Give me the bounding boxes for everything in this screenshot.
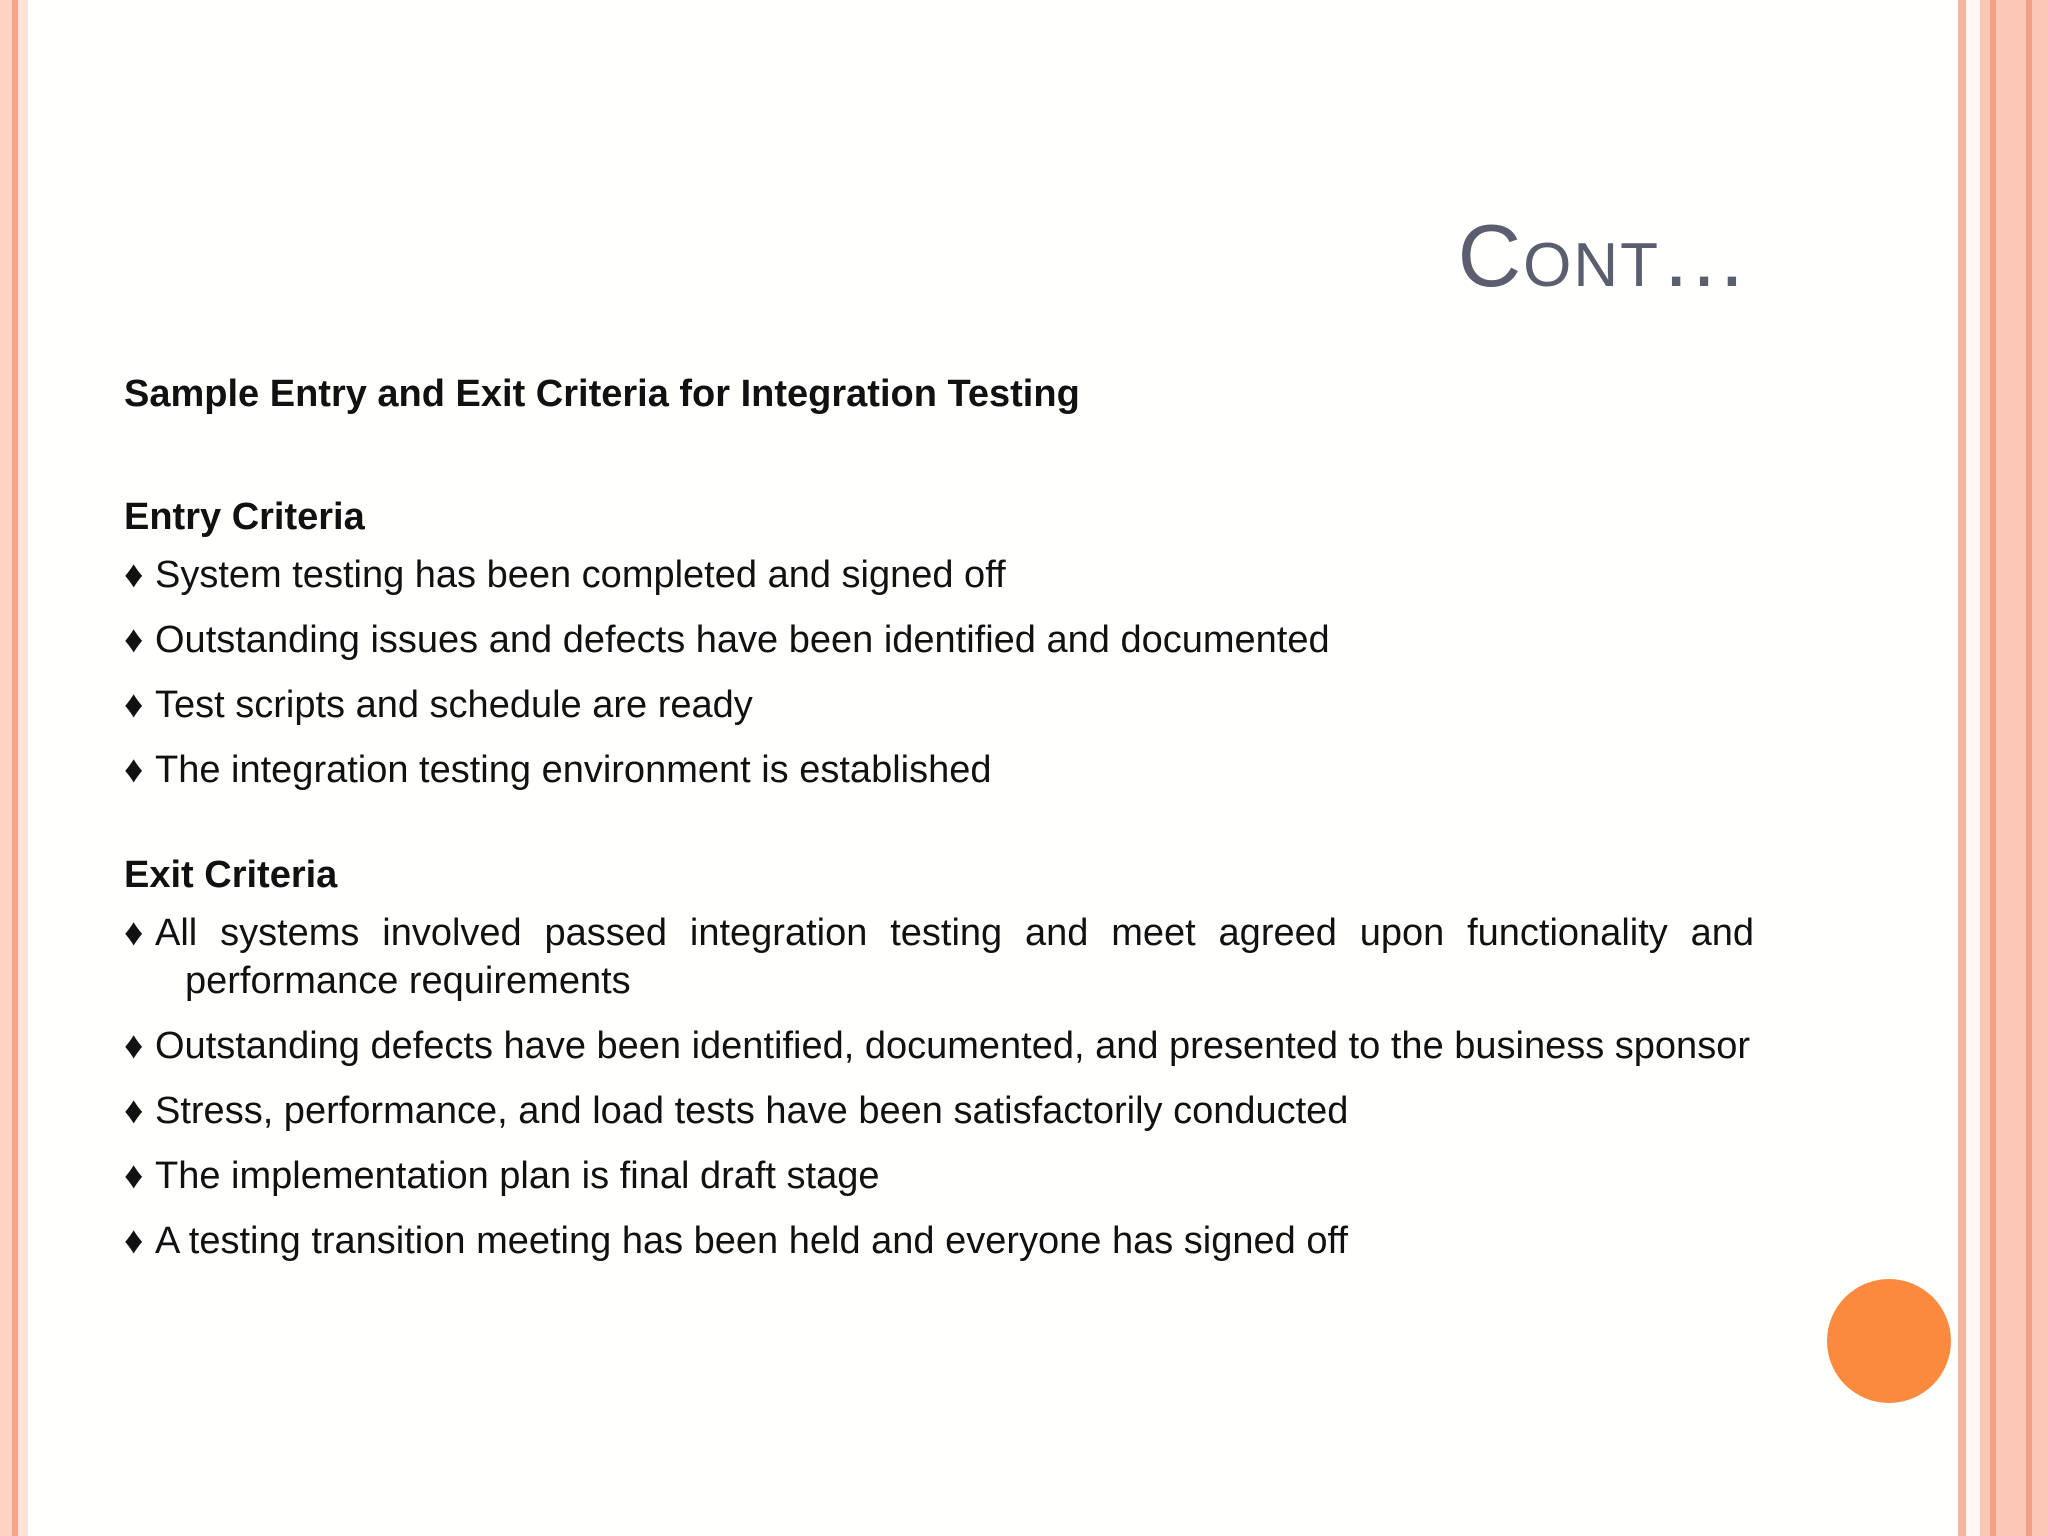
entry-criteria-list: [124, 551, 1754, 794]
list-item: ♦ Stress, performance, and load tests have been satisfactorily conducted: [124, 1087, 1754, 1135]
diamond-bullet-icon: ♦: [124, 1025, 144, 1067]
slide-body: [124, 364, 1754, 1282]
list-item: ♦ The integration testing environment is established: [124, 746, 1754, 794]
right-border-line: [2026, 0, 2032, 1536]
diamond-bullet-icon: ♦: [124, 684, 144, 726]
orange-circle-decoration: [1827, 1279, 1951, 1403]
right-border-line: [1990, 0, 1996, 1536]
slide-subtitle: Sample Entry and Exit Criteria for Integration Testing: [124, 373, 1080, 415]
list-item: ♦ A testing transition meeting has been held and everyone has signed off: [124, 1217, 1754, 1265]
diamond-bullet-icon: ♦: [124, 619, 144, 661]
diamond-bullet-icon: ♦: [124, 1220, 144, 1262]
slide-title: Cont…: [1457, 206, 1750, 305]
list-item: ♦ The implementation plan is final draft stage: [124, 1152, 1754, 1200]
list-item: ♦ Outstanding defects have been identified, documented, and presented to the business sponsor: [124, 1022, 1754, 1070]
diamond-bullet-icon: ♦: [124, 749, 144, 791]
diamond-bullet-icon: ♦: [124, 912, 144, 954]
left-border-inner: [18, 0, 28, 1536]
right-border-stripe: [1958, 0, 1966, 1536]
entry-criteria-heading: Entry Criteria: [124, 496, 365, 538]
diamond-bullet-icon: ♦: [124, 554, 144, 596]
left-border-outer: [0, 0, 12, 1536]
exit-criteria-list: [124, 909, 1754, 1265]
list-item: ♦ Test scripts and schedule are ready: [124, 681, 1754, 729]
exit-criteria-heading: Exit Criteria: [124, 854, 338, 896]
list-item: ♦ All systems involved passed integration testing and meet agreed upon functionality and performance requirements: [124, 909, 1754, 1005]
list-item: ♦ Outstanding issues and defects have been identified and documented: [124, 616, 1754, 664]
diamond-bullet-icon: ♦: [124, 1090, 144, 1132]
right-border-gap: [1966, 0, 1980, 1536]
diamond-bullet-icon: ♦: [124, 1155, 144, 1197]
list-item: ♦ System testing has been completed and signed off: [124, 551, 1754, 599]
